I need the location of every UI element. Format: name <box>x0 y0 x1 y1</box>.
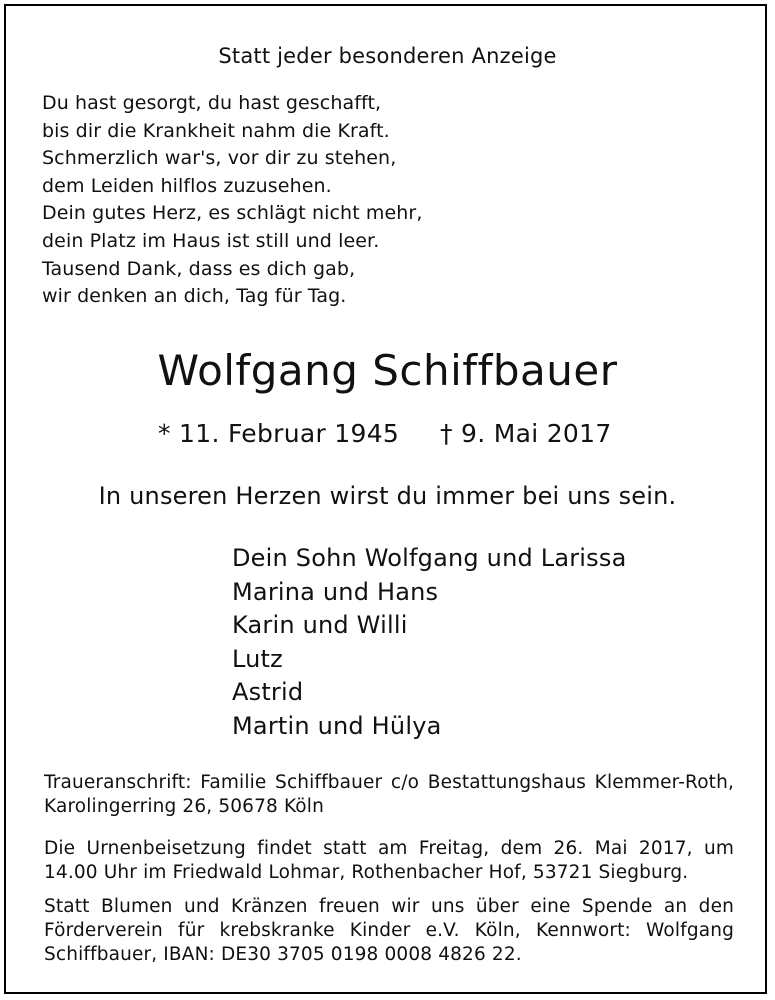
mourning-address: Traueranschrift: Familie Schiffbauer c/o Bestattungshaus Klemmer-Roth, Karolingerring 26, 50678 Köln <box>44 772 734 817</box>
poem-line: wir denken an dich, Tag für Tag. <box>42 285 347 308</box>
mourner-line: Lutz <box>232 644 283 673</box>
mourners-list <box>232 542 626 744</box>
donation-info: Statt Blumen und Kränzen freuen wir uns über eine Spende an den Förderverein für krebskranke Kinder e.V. Köln, Kennwort: Wolfgang Schiffbauer, IBAN: DE30 3705 0198 0008 4826 22. <box>44 896 734 965</box>
motto: In unseren Herzen wirst du immer bei uns sein. <box>98 482 677 510</box>
mourner-line: Martin und Hülya <box>232 711 442 740</box>
deceased-name: Wolfgang Schiffbauer <box>157 346 618 395</box>
mourner-line: Dein Sohn Wolfgang und Larissa <box>232 544 627 572</box>
mourner-line: Karin und Willi <box>232 611 408 640</box>
poem <box>42 90 422 311</box>
poem-line: Dein gutes Herz, es schlägt nicht mehr, <box>42 202 423 225</box>
poem-line: Schmerzlich war's, vor dir zu stehen, <box>42 147 397 170</box>
death-date: † 9. Mai 2017 <box>440 419 612 448</box>
poem-line: Du hast gesorgt, du hast geschafft, <box>42 92 382 114</box>
poem-line: bis dir die Krankheit nahm die Kraft. <box>42 119 390 142</box>
poem-line: dem Leiden hilflos zuzusehen. <box>42 174 332 197</box>
mourner-line: Marina und Hans <box>232 577 439 606</box>
intro-line: Statt jeder besonderen Anzeige <box>218 44 557 68</box>
mourner-line: Astrid <box>232 678 304 707</box>
birth-date: * 11. Februar 1945 <box>158 419 400 448</box>
poem-line: dein Platz im Haus ist still und leer. <box>42 229 380 252</box>
burial-info: Die Urnenbeisetzung findet statt am Freitag, dem 26. Mai 2017, um 14.00 Uhr im Friedwald Lohmar, Rothenbacher Hof, 53721 Siegburg. <box>44 838 734 883</box>
poem-line: Tausend Dank, dass es dich gab, <box>42 257 356 280</box>
